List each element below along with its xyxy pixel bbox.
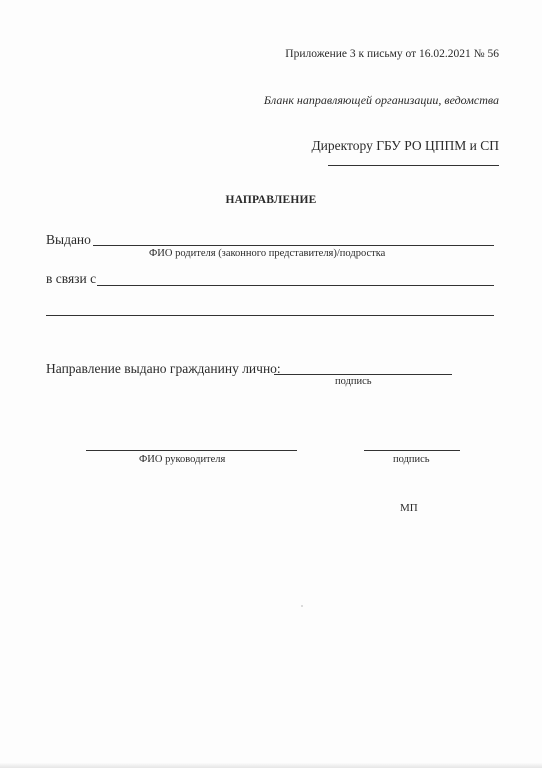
issued-personally-label: Направление выдано гражданину лично: [46, 361, 281, 376]
issued-to-line [93, 245, 494, 246]
document-title: НАПРАВЛЕНИЕ [225, 194, 317, 206]
reason-line-2 [46, 315, 494, 316]
head-name-line [86, 450, 297, 451]
reason-label: в связи с [46, 271, 97, 286]
addressee: Директору ГБУ РО ЦППМ и СП [311, 138, 499, 153]
addressee-name-line [328, 165, 499, 166]
scan-bottom-edge [0, 762, 542, 768]
head-signature-line [364, 450, 460, 451]
reason-line-1 [97, 285, 494, 286]
stamp-place: МП [400, 502, 418, 514]
issued-label: Выдано [46, 232, 91, 247]
head-signature-caption: подпись [393, 454, 430, 465]
citizen-signature-caption: подпись [335, 376, 372, 387]
annex-reference: Приложение 3 к письму от 16.02.2021 № 56 [285, 48, 499, 60]
scan-speck [301, 605, 303, 607]
issued-caption: ФИО родителя (законного представителя)/подростка [149, 248, 386, 259]
blank-note: Бланк направляющей организации, ведомства [263, 93, 499, 107]
citizen-signature-line [274, 374, 452, 375]
head-name-caption: ФИО руководителя [139, 454, 226, 465]
